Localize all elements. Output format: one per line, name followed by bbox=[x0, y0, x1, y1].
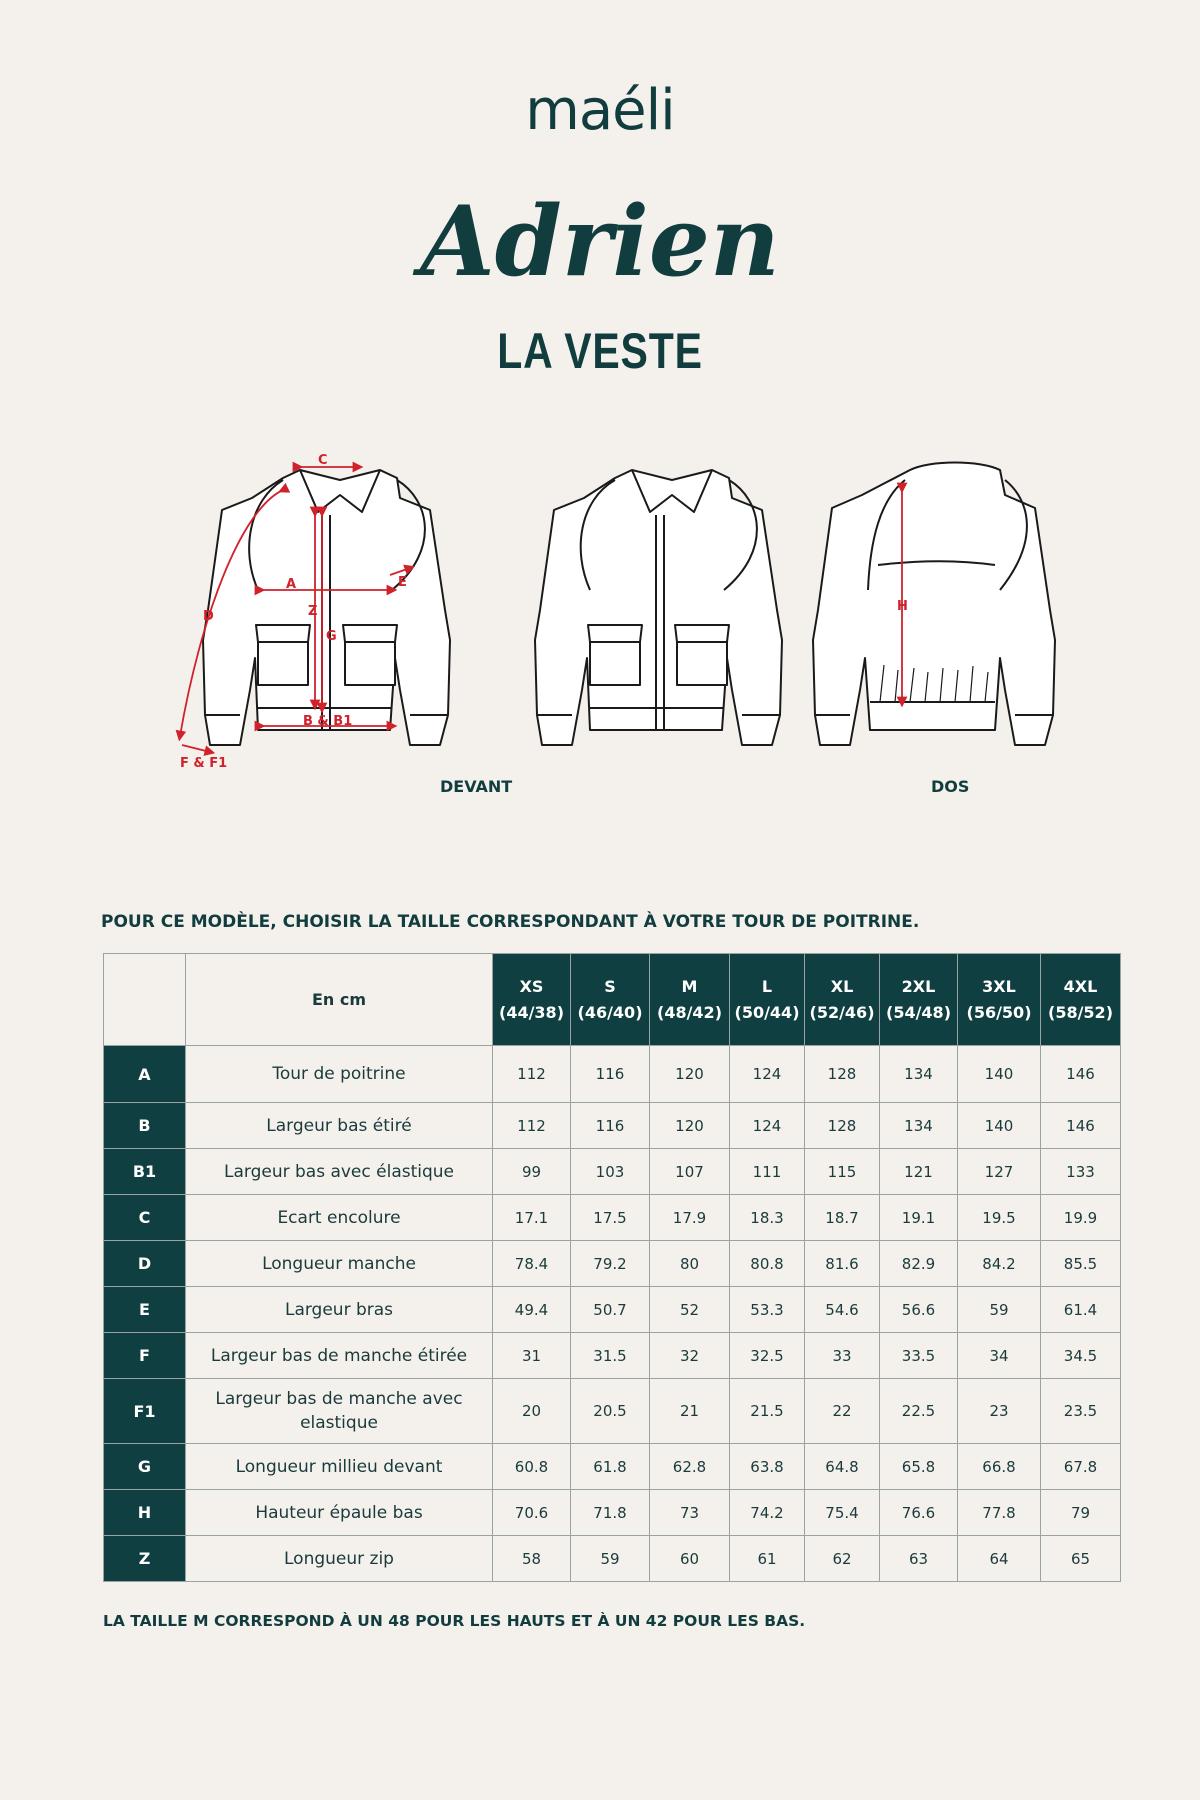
cell-value: 120 bbox=[650, 1046, 730, 1103]
table-row bbox=[104, 1046, 1121, 1103]
cell-value: 128 bbox=[805, 1046, 880, 1103]
size-header-s: S (46/40) bbox=[571, 954, 650, 1046]
cell-value: 76.6 bbox=[880, 1490, 958, 1536]
row-label: Largeur bas de manche avec elastique bbox=[186, 1379, 493, 1444]
cell-value: 116 bbox=[571, 1103, 650, 1149]
cell-value: 22.5 bbox=[880, 1379, 958, 1444]
label-c: C bbox=[318, 453, 328, 468]
cell-value: 63.8 bbox=[730, 1444, 805, 1490]
cell-value: 60 bbox=[650, 1536, 730, 1582]
row-label: Longueur zip bbox=[186, 1536, 493, 1582]
size-instruction: POUR CE MODÈLE, CHOISIR LA TAILLE CORRESPONDANT À VOTRE TOUR DE POITRINE. bbox=[101, 912, 920, 932]
row-code: F1 bbox=[104, 1379, 186, 1444]
table-row bbox=[104, 1444, 1121, 1490]
row-code: Z bbox=[104, 1536, 186, 1582]
label-a: A bbox=[286, 577, 297, 592]
label-h: H bbox=[897, 599, 908, 614]
cell-value: 121 bbox=[880, 1149, 958, 1195]
size-header-4xl: 4XL (58/52) bbox=[1041, 954, 1121, 1046]
cell-value: 124 bbox=[730, 1103, 805, 1149]
cell-value: 59 bbox=[958, 1287, 1041, 1333]
table-row bbox=[104, 1103, 1121, 1149]
table-row bbox=[104, 1490, 1121, 1536]
brand-logo: maéli bbox=[525, 78, 675, 143]
size-header-m: M (48/42) bbox=[650, 954, 730, 1046]
cell-value: 22 bbox=[805, 1379, 880, 1444]
table-row bbox=[104, 1287, 1121, 1333]
row-code: G bbox=[104, 1444, 186, 1490]
table-row bbox=[104, 1241, 1121, 1287]
cell-value: 65 bbox=[1041, 1536, 1121, 1582]
jacket-drawings bbox=[0, 440, 1200, 800]
cell-value: 20.5 bbox=[571, 1379, 650, 1444]
model-subtitle: LA VESTE bbox=[497, 323, 703, 379]
table-header-row bbox=[104, 954, 1121, 1046]
cell-value: 23.5 bbox=[1041, 1379, 1121, 1444]
cell-value: 59 bbox=[571, 1536, 650, 1582]
cell-value: 75.4 bbox=[805, 1490, 880, 1536]
cell-value: 18.3 bbox=[730, 1195, 805, 1241]
cell-value: 71.8 bbox=[571, 1490, 650, 1536]
cell-value: 17.1 bbox=[493, 1195, 571, 1241]
cell-value: 140 bbox=[958, 1046, 1041, 1103]
size-header-xs: XS (44/38) bbox=[493, 954, 571, 1046]
cell-value: 19.9 bbox=[1041, 1195, 1121, 1241]
cell-value: 112 bbox=[493, 1103, 571, 1149]
cell-value: 77.8 bbox=[958, 1490, 1041, 1536]
cell-value: 116 bbox=[571, 1046, 650, 1103]
row-code: C bbox=[104, 1195, 186, 1241]
table-row bbox=[104, 1536, 1121, 1582]
unit-header: En cm bbox=[186, 954, 493, 1046]
table-row bbox=[104, 1149, 1121, 1195]
cell-value: 79 bbox=[1041, 1490, 1121, 1536]
cell-value: 33.5 bbox=[880, 1333, 958, 1379]
label-d: D bbox=[203, 609, 214, 624]
cell-value: 17.5 bbox=[571, 1195, 650, 1241]
model-name: Adrien bbox=[420, 185, 780, 298]
jacket-illustrations bbox=[0, 440, 1200, 800]
cell-value: 112 bbox=[493, 1046, 571, 1103]
cell-value: 81.6 bbox=[805, 1241, 880, 1287]
cell-value: 78.4 bbox=[493, 1241, 571, 1287]
label-z: Z bbox=[308, 604, 318, 619]
cell-value: 61.4 bbox=[1041, 1287, 1121, 1333]
view-label-back: DOS bbox=[931, 777, 970, 796]
cell-value: 111 bbox=[730, 1149, 805, 1195]
row-code: B bbox=[104, 1103, 186, 1149]
row-code: F bbox=[104, 1333, 186, 1379]
cell-value: 103 bbox=[571, 1149, 650, 1195]
size-header-2xl: 2XL (54/48) bbox=[880, 954, 958, 1046]
cell-value: 134 bbox=[880, 1046, 958, 1103]
size-header-l: L (50/44) bbox=[730, 954, 805, 1046]
cell-value: 62 bbox=[805, 1536, 880, 1582]
size-chart-table bbox=[103, 953, 1121, 1582]
cell-value: 58 bbox=[493, 1536, 571, 1582]
cell-value: 64.8 bbox=[805, 1444, 880, 1490]
cell-value: 56.6 bbox=[880, 1287, 958, 1333]
cell-value: 124 bbox=[730, 1046, 805, 1103]
cell-value: 61.8 bbox=[571, 1444, 650, 1490]
cell-value: 34 bbox=[958, 1333, 1041, 1379]
cell-value: 146 bbox=[1041, 1103, 1121, 1149]
label-g: G bbox=[326, 629, 337, 644]
cell-value: 82.9 bbox=[880, 1241, 958, 1287]
table-body bbox=[104, 1046, 1121, 1582]
cell-value: 52 bbox=[650, 1287, 730, 1333]
cell-value: 19.1 bbox=[880, 1195, 958, 1241]
cell-value: 74.2 bbox=[730, 1490, 805, 1536]
cell-value: 79.2 bbox=[571, 1241, 650, 1287]
cell-value: 140 bbox=[958, 1103, 1041, 1149]
row-label: Largeur bas avec élastique bbox=[186, 1149, 493, 1195]
cell-value: 73 bbox=[650, 1490, 730, 1536]
cell-value: 18.7 bbox=[805, 1195, 880, 1241]
cell-value: 146 bbox=[1041, 1046, 1121, 1103]
size-header-xl: XL (52/46) bbox=[805, 954, 880, 1046]
cell-value: 31 bbox=[493, 1333, 571, 1379]
cell-value: 64 bbox=[958, 1536, 1041, 1582]
row-label: Largeur bas de manche étirée bbox=[186, 1333, 493, 1379]
cell-value: 60.8 bbox=[493, 1444, 571, 1490]
row-label: Ecart encolure bbox=[186, 1195, 493, 1241]
cell-value: 80.8 bbox=[730, 1241, 805, 1287]
row-label: Hauteur épaule bas bbox=[186, 1490, 493, 1536]
cell-value: 63 bbox=[880, 1536, 958, 1582]
cell-value: 80 bbox=[650, 1241, 730, 1287]
row-code: E bbox=[104, 1287, 186, 1333]
size-header-3xl: 3XL (56/50) bbox=[958, 954, 1041, 1046]
cell-value: 21 bbox=[650, 1379, 730, 1444]
header-blank-cell bbox=[104, 954, 186, 1046]
cell-value: 134 bbox=[880, 1103, 958, 1149]
cell-value: 20 bbox=[493, 1379, 571, 1444]
row-label: Largeur bras bbox=[186, 1287, 493, 1333]
label-b-b1: B & B1 bbox=[303, 714, 353, 729]
row-code: A bbox=[104, 1046, 186, 1103]
cell-value: 62.8 bbox=[650, 1444, 730, 1490]
back-jacket bbox=[813, 463, 1055, 746]
cell-value: 84.2 bbox=[958, 1241, 1041, 1287]
cell-value: 32.5 bbox=[730, 1333, 805, 1379]
cell-value: 61 bbox=[730, 1536, 805, 1582]
cell-value: 21.5 bbox=[730, 1379, 805, 1444]
row-code: D bbox=[104, 1241, 186, 1287]
cell-value: 120 bbox=[650, 1103, 730, 1149]
cell-value: 53.3 bbox=[730, 1287, 805, 1333]
label-e: E bbox=[398, 575, 407, 590]
cell-value: 32 bbox=[650, 1333, 730, 1379]
table-row bbox=[104, 1379, 1121, 1444]
row-code: B1 bbox=[104, 1149, 186, 1195]
size-footnote: LA TAILLE M CORRESPOND À UN 48 POUR LES HAUTS ET À UN 42 POUR LES BAS. bbox=[103, 1612, 806, 1630]
row-label: Largeur bas étiré bbox=[186, 1103, 493, 1149]
cell-value: 65.8 bbox=[880, 1444, 958, 1490]
table-row bbox=[104, 1333, 1121, 1379]
row-label: Longueur manche bbox=[186, 1241, 493, 1287]
cell-value: 99 bbox=[493, 1149, 571, 1195]
cell-value: 67.8 bbox=[1041, 1444, 1121, 1490]
label-f-f1: F & F1 bbox=[180, 756, 228, 771]
cell-value: 23 bbox=[958, 1379, 1041, 1444]
cell-value: 128 bbox=[805, 1103, 880, 1149]
cell-value: 133 bbox=[1041, 1149, 1121, 1195]
row-label: Longueur millieu devant bbox=[186, 1444, 493, 1490]
table-row bbox=[104, 1195, 1121, 1241]
cell-value: 85.5 bbox=[1041, 1241, 1121, 1287]
cell-value: 34.5 bbox=[1041, 1333, 1121, 1379]
front-jacket-plain bbox=[535, 470, 782, 745]
front-jacket-measured bbox=[203, 470, 450, 745]
cell-value: 17.9 bbox=[650, 1195, 730, 1241]
cell-value: 50.7 bbox=[571, 1287, 650, 1333]
row-code: H bbox=[104, 1490, 186, 1536]
cell-value: 49.4 bbox=[493, 1287, 571, 1333]
cell-value: 66.8 bbox=[958, 1444, 1041, 1490]
cell-value: 115 bbox=[805, 1149, 880, 1195]
row-label: Tour de poitrine bbox=[186, 1046, 493, 1103]
view-label-front: DEVANT bbox=[440, 777, 513, 796]
cell-value: 31.5 bbox=[571, 1333, 650, 1379]
cell-value: 107 bbox=[650, 1149, 730, 1195]
cell-value: 54.6 bbox=[805, 1287, 880, 1333]
cell-value: 19.5 bbox=[958, 1195, 1041, 1241]
cell-value: 70.6 bbox=[493, 1490, 571, 1536]
cell-value: 127 bbox=[958, 1149, 1041, 1195]
cell-value: 33 bbox=[805, 1333, 880, 1379]
